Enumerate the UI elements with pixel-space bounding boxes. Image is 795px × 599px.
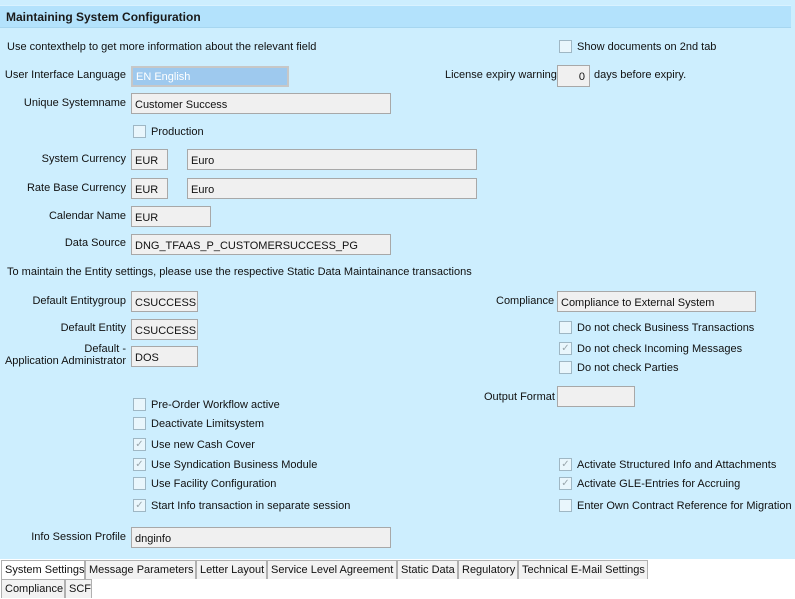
own-contract-label: Enter Own Contract Reference for Migration <box>577 500 792 512</box>
default-admin-label-line2: Application Administrator <box>4 355 126 367</box>
deactivate-limit-checkbox[interactable] <box>133 417 146 430</box>
data-source-field: DNG_TFAAS_P_CUSTOMERSUCCESS_PG <box>131 234 391 255</box>
unique-systemname-label: Unique Systemname <box>23 97 126 109</box>
default-entitygroup-input[interactable]: CSUCCESS <box>131 291 198 312</box>
show-documents-label: Show documents on 2nd tab <box>577 41 717 53</box>
production-checkbox[interactable] <box>133 125 146 138</box>
pre-order-label: Pre-Order Workflow active <box>151 399 280 411</box>
tab-letter-layout[interactable]: Letter Layout <box>196 560 267 579</box>
no-check-parties-label: Do not check Parties <box>577 362 679 374</box>
own-contract-checkbox[interactable] <box>559 499 572 512</box>
license-days-input[interactable]: 0 <box>557 65 590 87</box>
compliance-select[interactable]: Compliance to External System <box>557 291 756 312</box>
default-entity-input[interactable]: CSUCCESS <box>131 319 198 340</box>
default-admin-label-line1: Default - <box>84 343 126 355</box>
production-label: Production <box>151 126 204 138</box>
system-currency-code-input[interactable]: EUR <box>131 149 168 170</box>
gle-entries-label: Activate GLE-Entries for Accruing <box>577 478 741 490</box>
facility-config-checkbox[interactable] <box>133 477 146 490</box>
default-entity-label: Default Entity <box>60 322 126 334</box>
new-cash-cover-checkbox[interactable]: ✓ <box>133 438 146 451</box>
syndication-label: Use Syndication Business Module <box>151 459 318 471</box>
tab-service-level-agreement[interactable]: Service Level Agreement <box>267 560 397 579</box>
deactivate-limit-label: Deactivate Limitsystem <box>151 418 265 430</box>
data-source-label: Data Source <box>64 237 126 249</box>
tab-static-data[interactable]: Static Data <box>397 560 458 579</box>
calendar-name-label: Calendar Name <box>48 210 126 222</box>
no-check-incoming-label: Do not check Incoming Messages <box>577 343 743 355</box>
calendar-name-input[interactable]: EUR <box>131 206 211 227</box>
tab-technical-email-settings[interactable]: Technical E-Mail Settings <box>518 560 648 579</box>
info-session-profile-input[interactable]: dnginfo <box>131 527 391 548</box>
tab-message-parameters[interactable]: Message Parameters <box>85 560 196 579</box>
tab-regulatory[interactable]: Regulatory <box>458 560 518 579</box>
page-title: Maintaining System Configuration <box>6 10 201 24</box>
rate-base-currency-label: Rate Base Currency <box>26 182 126 194</box>
unique-systemname-input[interactable]: Customer Success <box>131 93 391 114</box>
syndication-checkbox[interactable]: ✓ <box>133 458 146 471</box>
facility-config-label: Use Facility Configuration <box>151 478 277 490</box>
license-label: License expiry warning <box>445 69 557 81</box>
show-documents-checkbox[interactable] <box>559 40 572 53</box>
output-format-select[interactable] <box>557 386 635 407</box>
rate-base-currency-code-input[interactable]: EUR <box>131 178 168 199</box>
structured-info-label: Activate Structured Info and Attachments <box>577 459 777 471</box>
system-currency-label: System Currency <box>41 153 126 165</box>
default-admin-input[interactable]: DOS <box>131 346 198 367</box>
new-cash-cover-label: Use new Cash Cover <box>151 439 255 451</box>
license-suffix: days before expiry. <box>594 69 687 81</box>
default-entitygroup-label: Default Entitygroup <box>32 295 126 307</box>
ui-language-label: User Interface Language <box>4 69 126 81</box>
start-info-label: Start Info transaction in separate session <box>151 500 351 512</box>
tab-scf[interactable]: SCF <box>65 579 92 598</box>
rate-base-currency-name-field: Euro <box>187 178 477 199</box>
no-check-incoming-checkbox[interactable]: ✓ <box>559 342 572 355</box>
no-check-business-label: Do not check Business Transactions <box>577 322 755 334</box>
help-text: Use contexthelp to get more information about the relevant field <box>7 41 317 53</box>
output-format-label: Output Format <box>484 391 555 403</box>
title-bar <box>0 5 791 28</box>
ui-language-select[interactable]: EN English <box>131 66 289 87</box>
compliance-label: Compliance <box>496 295 555 307</box>
no-check-business-checkbox[interactable] <box>559 321 572 334</box>
entity-note: To maintain the Entity settings, please use the respective Static Data Maintainance transactions <box>7 266 472 278</box>
structured-info-checkbox[interactable]: ✓ <box>559 458 572 471</box>
tab-system-settings[interactable]: System Settings <box>1 560 85 579</box>
gle-entries-checkbox[interactable]: ✓ <box>559 477 572 490</box>
info-session-profile-label: Info Session Profile <box>31 531 126 543</box>
system-currency-name-field: Euro <box>187 149 477 170</box>
no-check-parties-checkbox[interactable] <box>559 361 572 374</box>
start-info-checkbox[interactable]: ✓ <box>133 499 146 512</box>
pre-order-checkbox[interactable] <box>133 398 146 411</box>
tab-compliance[interactable]: Compliance <box>1 579 65 598</box>
